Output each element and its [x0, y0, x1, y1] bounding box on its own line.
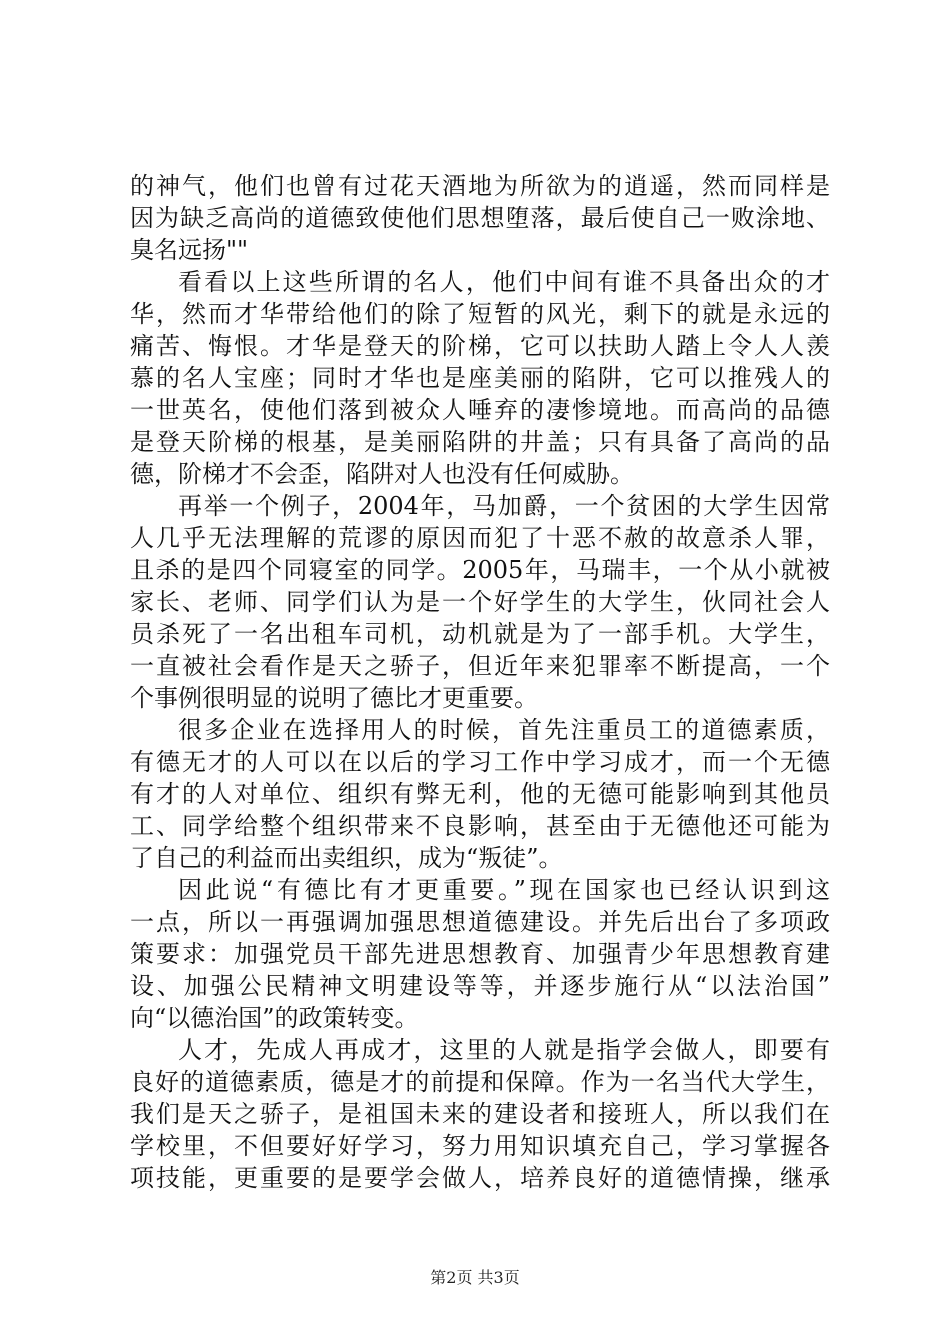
text-line: 一点，所以一再强调加强思想道德建设。并先后出台了多项政	[130, 908, 830, 936]
text-line: 一世英名，使他们落到被众人唾弃的凄惨境地。而高尚的品德	[130, 396, 830, 424]
paragraph-first-line: 人才，先成人再成才，这里的人就是指学会做人，即要有	[178, 1036, 830, 1064]
text-line: 是登天阶梯的根基，是美丽陷阱的井盖；只有具备了高尚的品	[130, 428, 830, 456]
text-line: 了自己的利益而出卖组织，成为“叛徒”。	[130, 844, 563, 872]
text-line: 慕的名人宝座；同时才华也是座美丽的陷阱，它可以推残人的	[130, 364, 830, 392]
text-line: 有才的人对单位、组织有弊无利，他的无德可能影响到其他员	[130, 780, 830, 808]
text-line: 向“以德治国”的政策转变。	[130, 1004, 419, 1032]
page-footer: 第2页 共3页	[430, 1268, 520, 1287]
text-line: 痛苦、悔恨。才华是登天的阶梯，它可以扶助人踏上令人人羡	[130, 332, 830, 360]
text-line: 华，然而才华带给他们的除了短暂的风光，剩下的就是永远的	[130, 300, 830, 328]
text-line: 且杀的是四个同寝室的同学。2005年，马瑞丰，一个从小就被	[130, 556, 830, 584]
paragraph-first-line: 因此说“有德比有才更重要。”现在国家也已经认识到这	[178, 876, 830, 904]
text-line: 有德无才的人可以在以后的学习工作中学习成才，而一个无德	[130, 748, 830, 776]
paragraph-first-line: 再举一个例子，2004年，马加爵，一个贫困的大学生因常	[178, 492, 830, 520]
document-body	[130, 170, 830, 1194]
text-line: 设、加强公民精神文明建设等等，并逐步施行从“以法治国”	[130, 972, 830, 1000]
paragraph-first-line: 很多企业在选择用人的时候，首先注重员工的道德素质，	[178, 716, 830, 744]
text-line: 良好的道德素质，德是才的前提和保障。作为一名当代大学生，	[130, 1068, 830, 1096]
text-line: 德，阶梯才不会歪，陷阱对人也没有任何威胁。	[130, 460, 634, 488]
text-line: 我们是天之骄子，是祖国未来的建设者和接班人，所以我们在	[130, 1100, 830, 1128]
text-line: 工、同学给整个组织带来不良影响，甚至由于无德他还可能为	[130, 812, 830, 840]
text-line: 人几乎无法理解的荒谬的原因而犯了十恶不赦的故意杀人罪，	[130, 524, 830, 552]
text-line: 因为缺乏高尚的道德致使他们思想堕落，最后使自己一败涂地、	[130, 204, 830, 232]
text-line: 策要求：加强党员干部先进思想教育、加强青少年思想教育建	[130, 940, 830, 968]
text-line: 的神气，他们也曾有过花天酒地为所欲为的逍遥，然而同样是	[130, 172, 830, 200]
text-line: 一直被社会看作是天之骄子，但近年来犯罪率不断提高，一个	[130, 652, 830, 680]
text-line: 学校里，不但要好好学习，努力用知识填充自己，学习掌握各	[130, 1132, 830, 1160]
text-line: 员杀死了一名出租车司机，动机就是为了一部手机。大学生，	[130, 620, 830, 648]
text-line: 项技能，更重要的是要学会做人，培养良好的道德情操，继承	[130, 1164, 830, 1192]
text-line: 臭名远扬""	[130, 236, 249, 264]
text-line: 家长、老师、同学们认为是一个好学生的大学生，伙同社会人	[130, 588, 830, 616]
text-line: 个事例很明显的说明了德比才更重要。	[130, 684, 538, 712]
paragraph-first-line: 看看以上这些所谓的名人，他们中间有谁不具备出众的才	[178, 268, 830, 296]
